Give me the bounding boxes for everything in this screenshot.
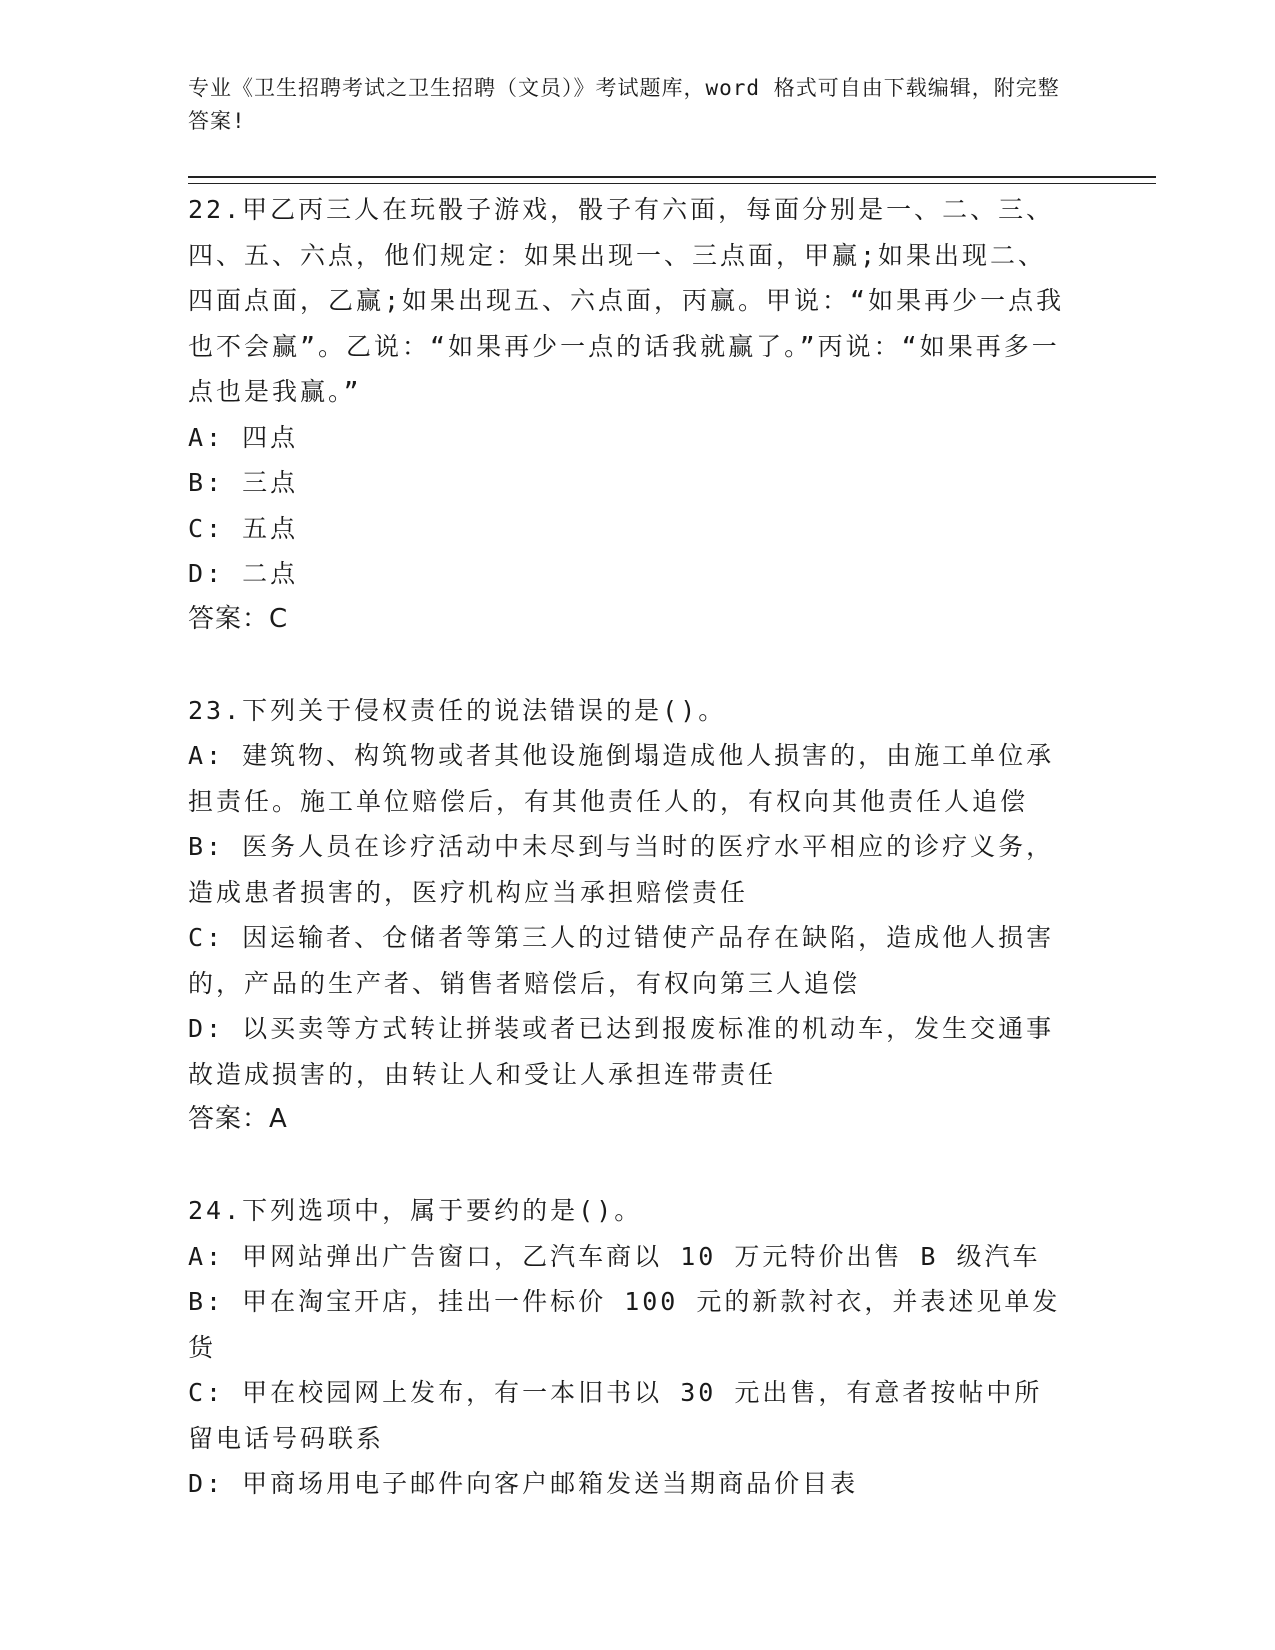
option-c: C: 甲在校园网上发布，有一本旧书以 30 元出售，有意者按帖中所留电话号码联系 — [188, 1378, 1043, 1453]
option-c: C: 五点 — [188, 513, 299, 543]
option-d: D: 甲商场用电子邮件向客户邮箱发送当期商品价目表 — [188, 1469, 859, 1498]
question-list — [188, 187, 1068, 1507]
option-b: B: 三点 — [188, 468, 299, 497]
document-header — [188, 72, 1068, 138]
header-divider — [188, 176, 1156, 184]
option-b: B: 甲在淘宝开店，挂出一件标价 100 元的新款衬衣，并表述见单发货 — [188, 1287, 1061, 1362]
option-c: C: 因运输者、仓储者等第三人的过错使产品存在缺陷，造成他人损害的，产品的生产者、销售者赔偿后，有权向第三人追偿 — [188, 923, 1055, 998]
option-a: A: 甲网站弹出广告窗口，乙汽车商以 10 万元特价出售 B 级汽车 — [188, 1241, 1041, 1271]
option-d: D: 二点 — [188, 559, 299, 588]
answer-line: 答案：A — [188, 1104, 288, 1134]
option-a: A: 四点 — [188, 422, 299, 452]
question-22 — [188, 187, 1068, 642]
option-b: B: 医务人员在诊疗活动中未尽到与当时的医疗水平相应的诊疗义务，造成患者损害的，医疗机构应当承担赔偿责任 — [188, 832, 1055, 907]
question-24 — [188, 1188, 1068, 1507]
option-a: A: 建筑物、构筑物或者其他设施倒塌造成他人损害的，由施工单位承担责任。施工单位赔偿后，有其他责任人的，有权向其他责任人追偿 — [188, 741, 1055, 816]
document-title: 专业《卫生招聘考试之卫生招聘（文员）》考试题库，word 格式可自由下载编辑，附完整答案! — [188, 76, 1060, 133]
question-23 — [188, 688, 1068, 1143]
option-d: D: 以买卖等方式转让拼装或者已达到报废标准的机动车，发生交通事故造成损害的，由转让人和受让人承担连带责任 — [188, 1014, 1055, 1089]
question-stem: 23.下列关于侵权责任的说法错误的是()。 — [188, 695, 727, 725]
answer-line: 答案：C — [188, 603, 289, 634]
question-stem: 24.下列选项中，属于要约的是()。 — [188, 1196, 643, 1225]
question-stem: 22.甲乙丙三人在玩骰子游戏，骰子有六面，每面分别是一、二、三、四、五、六点，他们规定：如果出现一、三点面，甲赢;如果出现二、四面点面，乙赢;如果出现五、六点面，丙赢。甲说：“如果再少一点我也不会赢”。乙说：“如果再少一点的话我就赢了。”丙说：“如果再多一点也是我赢。” — [188, 195, 1065, 406]
